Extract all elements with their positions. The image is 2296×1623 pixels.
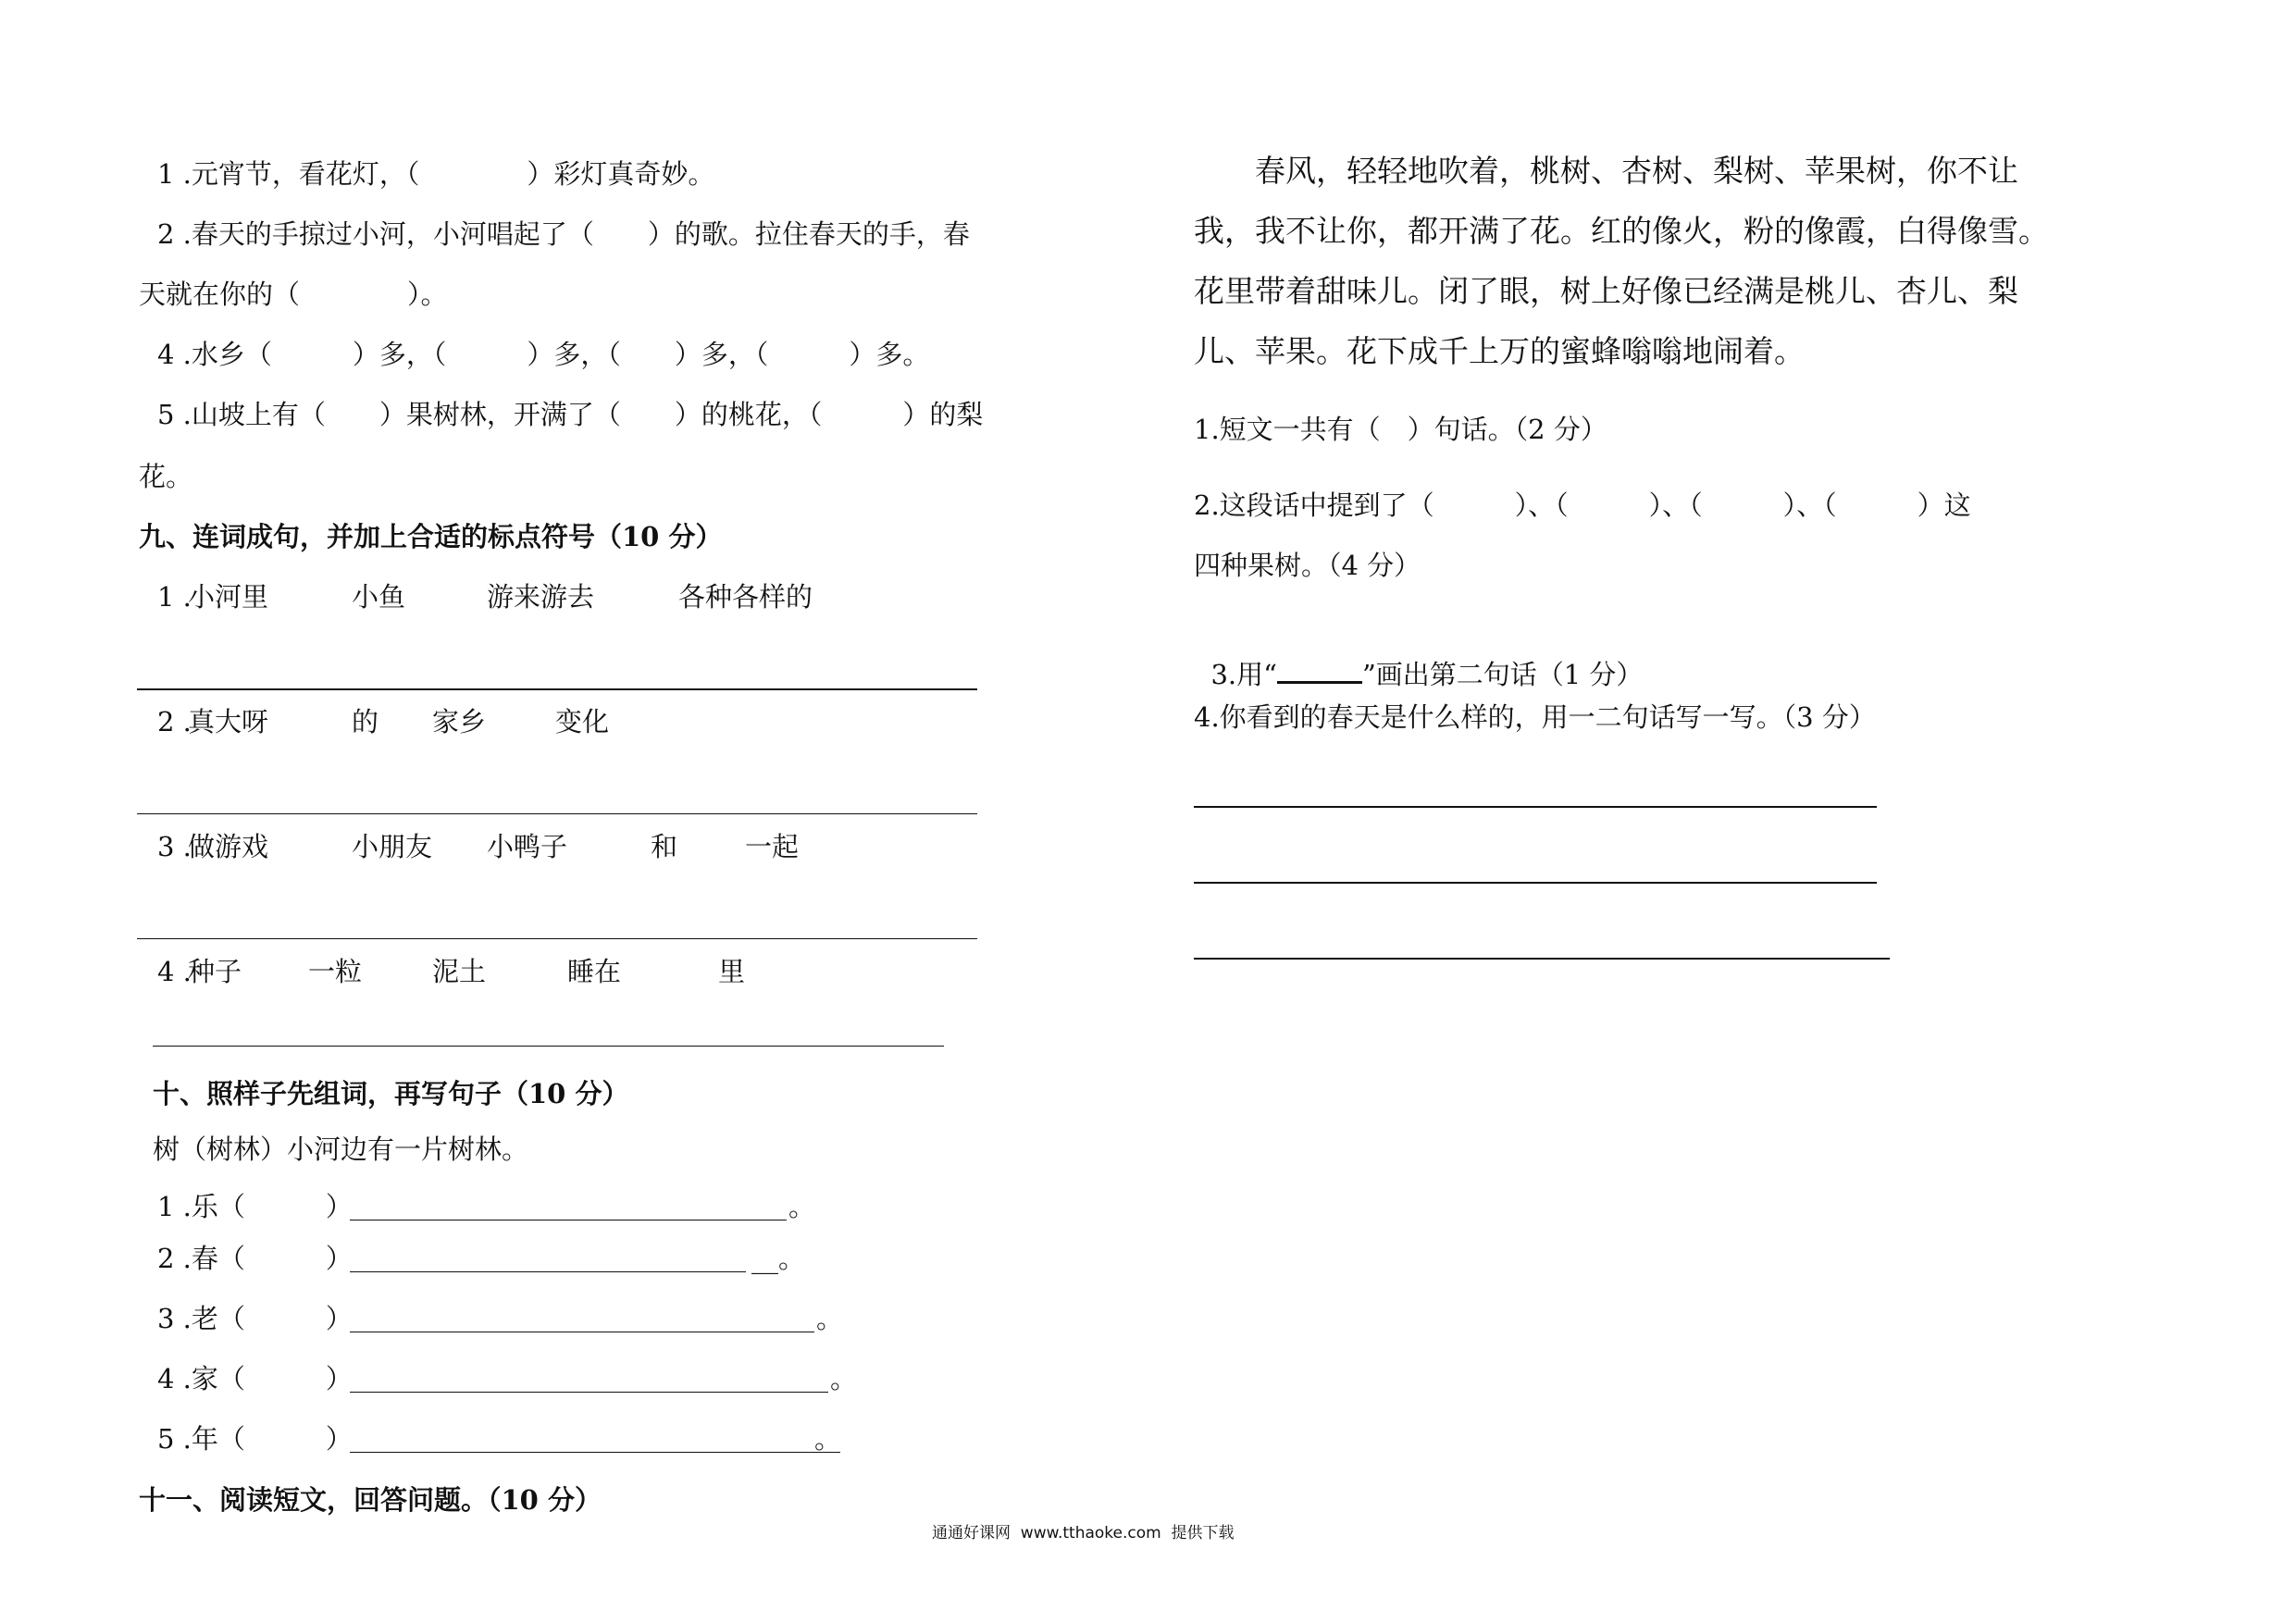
question-3-prefix: 3.用“ <box>1210 659 1277 690</box>
question-2: 2.这段话中提到了（ ）、（ ）、（ ）、（ ）这 <box>1194 489 1971 521</box>
s10-item-3-end: 。 <box>816 1303 844 1334</box>
s9-word: 泥土 <box>432 956 487 987</box>
q4-answer-line-2[interactable] <box>1194 882 1877 884</box>
q4-answer-line-1[interactable] <box>1194 806 1877 808</box>
s9-answer-line-4[interactable] <box>153 1046 944 1047</box>
s10-item-5-label: 5 .年（ ） <box>157 1423 353 1455</box>
s9-row-num: 1 . <box>157 581 192 613</box>
s9-answer-line-3[interactable] <box>137 938 977 939</box>
q4-answer-line-3[interactable] <box>1194 958 1890 960</box>
wave-underline-sample <box>1277 661 1362 684</box>
fill-line-1: 1 .元宵节，看花灯，（ ）彩灯真奇妙。 <box>157 158 715 190</box>
passage-line-2: 我，我不让你，都开满了花。红的像火，粉的像霞，白得像雪。 <box>1194 213 2049 249</box>
passage-line-3: 花里带着甜味儿。闭了眼，树上好像已经满是桃儿、杏儿、梨 <box>1194 273 2018 309</box>
s10-item-4-end: 。 <box>830 1363 858 1394</box>
s10-item-4-label: 4 .家（ ） <box>157 1363 353 1394</box>
s9-word: 睡在 <box>567 956 622 987</box>
section-9-title: 九、连词成句，并加上合适的标点符号（10 分） <box>139 521 723 552</box>
s10-item-2-end: __。 <box>751 1243 806 1274</box>
s9-word: 种子 <box>188 956 242 987</box>
s9-word: 里 <box>718 956 746 987</box>
fill-line-2: 2 .春天的手掠过小河，小河唱起了（ ）的歌。拉住春天的手，春 <box>157 218 970 250</box>
section-10-title: 十、照样子先组词，再写句子（10 分） <box>153 1078 629 1109</box>
fill-line-2-cont: 天就在你的（ ）。 <box>139 279 448 310</box>
question-4: 4.你看到的春天是什么样的，用一二句话写一写。（3 分） <box>1194 701 1876 733</box>
s9-word: 真大呀 <box>188 706 269 737</box>
question-3-suffix: ”画出第二句话（1 分） <box>1361 659 1644 690</box>
s9-answer-line-2[interactable] <box>137 813 977 814</box>
fill-line-5-cont: 花。 <box>139 461 193 492</box>
s10-item-4-line[interactable] <box>350 1392 828 1393</box>
s9-word: 小鸭子 <box>487 831 568 862</box>
question-1: 1.短文一共有（ ）句话。（2 分） <box>1194 414 1607 445</box>
section-11-title: 十一、阅读短文，回答问题。（10 分） <box>139 1484 602 1516</box>
passage-line-4: 儿、苹果。花下成千上万的蜜蜂嗡嗡地闹着。 <box>1194 333 1805 369</box>
section-10-example: 树（树林）小河边有一片树林。 <box>153 1134 529 1165</box>
s9-word: 家乡 <box>432 706 487 737</box>
s9-answer-line-1[interactable] <box>137 688 977 690</box>
s9-word: 小朋友 <box>352 831 433 862</box>
s10-item-1-end: 。 <box>788 1191 816 1222</box>
s10-item-3-label: 3 .老（ ） <box>157 1303 353 1334</box>
s9-word: 游来游去 <box>487 581 595 613</box>
question-3 <box>1194 625 1643 691</box>
s10-item-5-end: 。 <box>814 1423 842 1455</box>
s10-item-2-line[interactable] <box>350 1271 746 1272</box>
s9-word: 的 <box>352 706 379 737</box>
s9-word: 各种各样的 <box>678 581 813 613</box>
s9-word: 一粒 <box>308 956 363 987</box>
s9-word: 和 <box>651 831 678 862</box>
s9-row-num: 4 . <box>157 956 192 987</box>
s9-row-num: 2 . <box>157 706 192 737</box>
s9-word: 小河里 <box>188 581 269 613</box>
fill-line-4: 4 .水乡（ ）多，（ ）多，（ ）多，（ ）多。 <box>157 339 930 370</box>
s10-item-2-label: 2 .春（ ） <box>157 1243 353 1274</box>
passage-line-1: 春风，轻轻地吹着，桃树、杏树、梨树、苹果树，你不让 <box>1194 153 2018 189</box>
footer-credit: 通通好课网 www.tthaoke.com 提供下载 <box>932 1524 1235 1542</box>
s9-word: 小鱼 <box>352 581 406 613</box>
fill-line-5: 5 .山坡上有（ ）果树林，开满了（ ）的桃花，（ ）的梨 <box>157 399 984 430</box>
s9-word: 变化 <box>555 706 610 737</box>
s10-item-5-line[interactable] <box>350 1452 840 1453</box>
s9-word: 一起 <box>745 831 800 862</box>
question-2-cont: 四种果树。（4 分） <box>1194 550 1421 581</box>
s9-row-num: 3 . <box>157 831 192 862</box>
s9-word: 做游戏 <box>188 831 269 862</box>
s10-item-1-label: 1 .乐（ ） <box>157 1191 353 1222</box>
